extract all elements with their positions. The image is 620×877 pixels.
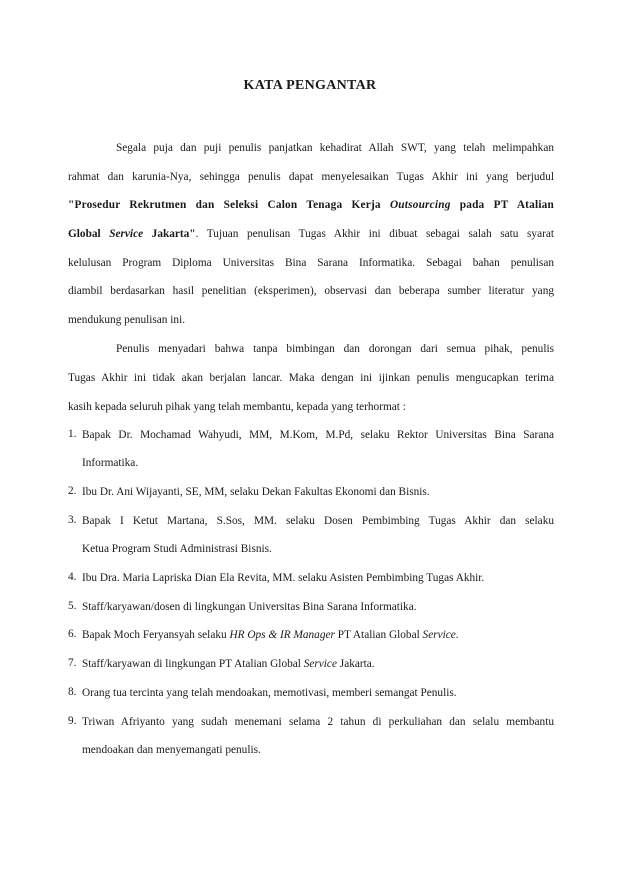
list-item-text-part: .: [455, 629, 459, 641]
list-number: 4.: [68, 571, 77, 583]
para1-line4: [68, 227, 554, 241]
list-item-text: Bapak Dr. Mochamad Wahyudi, MM, M.Kom, M.Pd, selaku Rektor Universitas Bina Sarana: [82, 429, 554, 441]
list-item-text-italic: Service: [422, 629, 456, 641]
para1-line7: mendukung penulisan ini.: [68, 314, 186, 326]
list-item-text-italic: HR Ops & IR Manager: [229, 629, 335, 641]
list-item-text: Ibu Dr. Ani Wijayanti, SE, MM, selaku Dekan Fakultas Ekonomi dan Bisnis.: [82, 486, 430, 498]
list-number: 2.: [68, 485, 77, 497]
list-number: 8.: [68, 686, 77, 698]
para1-line4-rest: . Tujuan penulisan Tugas Akhir ini dibuat sebagai salah satu syarat: [195, 228, 554, 240]
para1-line3: [68, 198, 554, 212]
list-number: 3.: [68, 514, 77, 526]
para2-line3: kasih kepada seluruh pihak yang telah membantu, kepada yang terhormat :: [68, 401, 406, 413]
list-item-text-part: Staff/karyawan di lingkungan PT Atalian Global: [82, 658, 304, 670]
thesis-title-part1: "Prosedur Rekrutmen dan Seleksi Calon Tenaga Kerja: [68, 199, 390, 211]
list-number: 7.: [68, 657, 77, 669]
list-number: 1.: [68, 428, 77, 440]
para1-line2: rahmat dan karunia-Nya, sehingga penulis dapat menyelesaikan Tugas Akhir ini yang berjudul: [68, 171, 554, 183]
list-item-text-cont: mendoakan dan menyemangati penulis.: [82, 744, 261, 756]
thesis-title-part2: Outsourcing: [389, 199, 451, 211]
list-number: 9.: [68, 715, 77, 727]
list-number: 5.: [68, 600, 77, 612]
list-item-text: [82, 628, 554, 642]
thesis-title-part6: Jakarta": [143, 228, 196, 240]
para1-line5: kelulusan Program Diploma Universitas Bina Sarana Informatika. Sebagai bahan penulisan: [68, 257, 554, 269]
list-item-text: Bapak I Ketut Martana, S.Sos, MM. selaku Dosen Pembimbing Tugas Akhir dan selaku: [82, 515, 554, 527]
thesis-title-part5: Service: [109, 228, 144, 240]
para1-line6: diambil berdasarkan hasil penelitian (eksperimen), observasi dan beberapa sumber literatur yang: [68, 285, 554, 297]
para1-line1: Segala puja dan puji penulis panjatkan kehadirat Allah SWT, yang telah melimpahkan: [116, 142, 554, 154]
list-item-text-cont: Ketua Program Studi Administrasi Bisnis.: [82, 543, 272, 555]
para2-line2: Tugas Akhir ini tidak akan berjalan lancar. Maka dengan ini ijinkan penulis mengucapkan terima: [68, 372, 554, 384]
thesis-title-part3: pada PT Atalian: [450, 199, 554, 211]
list-item-text-part: PT Atalian Global: [334, 629, 423, 641]
list-item-text: Orang tua tercinta yang telah mendoakan, memotivasi, memberi semangat Penulis.: [82, 687, 457, 699]
list-item-text: Triwan Afriyanto yang sudah menemani selama 2 tahun di perkuliahan dan selalu membantu: [82, 716, 554, 728]
list-item-text: Staff/karyawan/dosen di lingkungan Universitas Bina Sarana Informatika.: [82, 601, 417, 613]
page-title: KATA PENGANTAR: [243, 78, 377, 93]
list-item-text: Ibu Dra. Maria Lapriska Dian Ela Revita, MM. selaku Asisten Pembimbing Tugas Akhir.: [82, 572, 485, 584]
thesis-title-part4: Global: [68, 228, 110, 240]
list-item-text: [82, 657, 554, 671]
list-item-text-part: Jakarta.: [336, 658, 375, 670]
list-item-text-italic: Service: [303, 658, 337, 670]
list-number: 6.: [68, 628, 77, 640]
list-item-text-cont: Informatika.: [82, 457, 139, 469]
para2-line1: Penulis menyadari bahwa tanpa bimbingan dan dorongan dari semua pihak, penulis: [116, 343, 554, 355]
list-item-text-part: Bapak Moch Feryansyah selaku: [82, 629, 230, 641]
